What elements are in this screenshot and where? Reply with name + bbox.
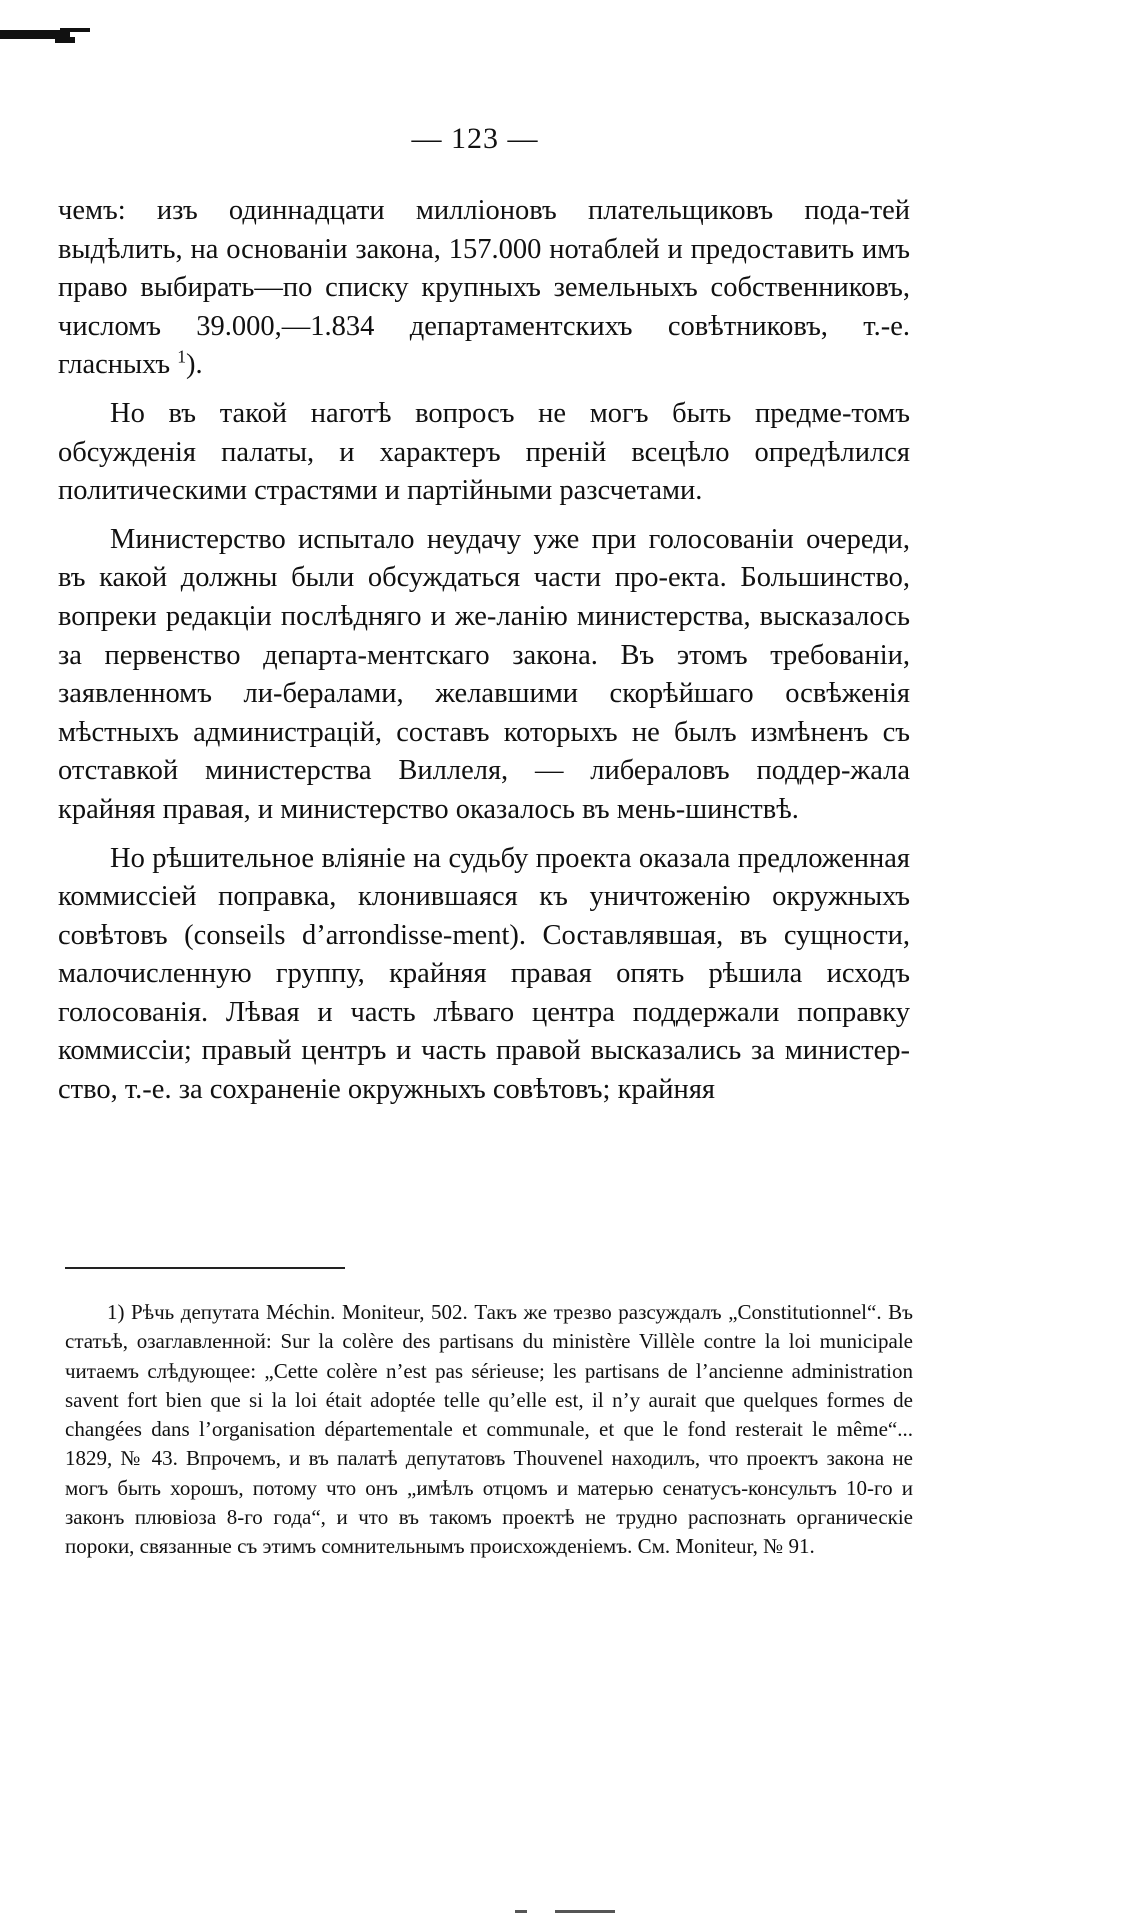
paragraph bbox=[58, 192, 910, 385]
footnote bbox=[65, 1298, 913, 1562]
footnote-reference-close: ). bbox=[186, 349, 203, 381]
footnote-reference: 1 bbox=[177, 346, 187, 367]
main-text bbox=[58, 192, 910, 1120]
paragraph: Но въ такой наготѣ вопросъ не могъ быть предме-томъ обсужденія палаты, и характеръ преній всецѣло опредѣлился политическими страстями и партійными разсчетами. bbox=[58, 397, 910, 507]
paragraph: Министерство испытало неудачу уже при голосованіи очереди, въ какой должны были обсуждаться части про-екта. Большинство, вопреки редакціи послѣдняго и же-ланію министерства, высказалось за первенство департа-ментскаго закона. Въ этомъ требованіи, заявленномъ ли-бералами, желавшими скорѣйшаго освѣженія мѣстныхъ администрацій, составъ которыхъ не былъ измѣненъ съ отставкой министерства Виллеля, — либераловъ поддер-жала крайняя правая, и министерство оказалось въ мень-шинствѣ. bbox=[58, 523, 910, 825]
footnote-marker: 1) bbox=[107, 1300, 125, 1324]
footnote-text: Рѣчь депутата Méchin. Moniteur, 502. Такъ же трезво разсуждалъ „Constitutionnel“. Въ статьѣ, озаглавленной: Sur la colère des partisans du ministère Villèle contre la loi municipale читаемъ слѣдующее: „Cette colère n’est pas sérieuse; les partisans de l’ancienne administration savent fort bien que si la loi était adoptée telle qu’elle est, il n’y aurait que quelques formes de changées dans l’organisation départementale et communale, et que le fond resterait le même“... 1829, № 43. Впрочемъ, и въ палатѣ депутатовъ Thouvenel находилъ, что проектъ закона не могъ быть хорошъ, потому что онъ „имѣлъ отцомъ и матерью сенатусъ-консультъ 10-го и законъ плювіоза 8-го года“, и что въ такомъ проектѣ не трудно распознать органическіе пороки, связанные съ этимъ сомнительнымъ происхожденіемъ. См. Moniteur, № 91. bbox=[65, 1300, 913, 1559]
scan-corner-mark bbox=[0, 28, 100, 44]
footnotes bbox=[65, 1298, 913, 1562]
scan-bottom-mark bbox=[515, 1910, 645, 1914]
page-number: — 123 — bbox=[411, 122, 539, 155]
paragraph-text: чемъ: изъ одиннадцати милліоновъ плательщиковъ пода-тей выдѣлить, на основаніи закона, 157.000 нотаблей и предоставить имъ право выбирать—по списку крупныхъ земельныхъ собственниковъ, числомъ 39.000,—1.834 департаментскихъ совѣтниковъ, т.-е. гласныхъ bbox=[58, 195, 910, 381]
footnote-divider bbox=[65, 1267, 345, 1269]
paragraph: Но рѣшительное вліяніе на судьбу проекта оказала предложенная коммиссіей поправка, клонившаяся къ уничтоженію окружныхъ совѣтовъ (conseils d’arrondisse-ment). Составлявшая, въ сущности, малочисленную группу, крайняя правая опять рѣшила исходъ голосованія. Лѣвая и часть лѣваго центра поддержали поправку коммиссіи; правый центръ и часть правой высказались за министер-ство, т.-е. за сохраненіе окружныхъ совѣтовъ; крайняя bbox=[58, 842, 910, 1106]
